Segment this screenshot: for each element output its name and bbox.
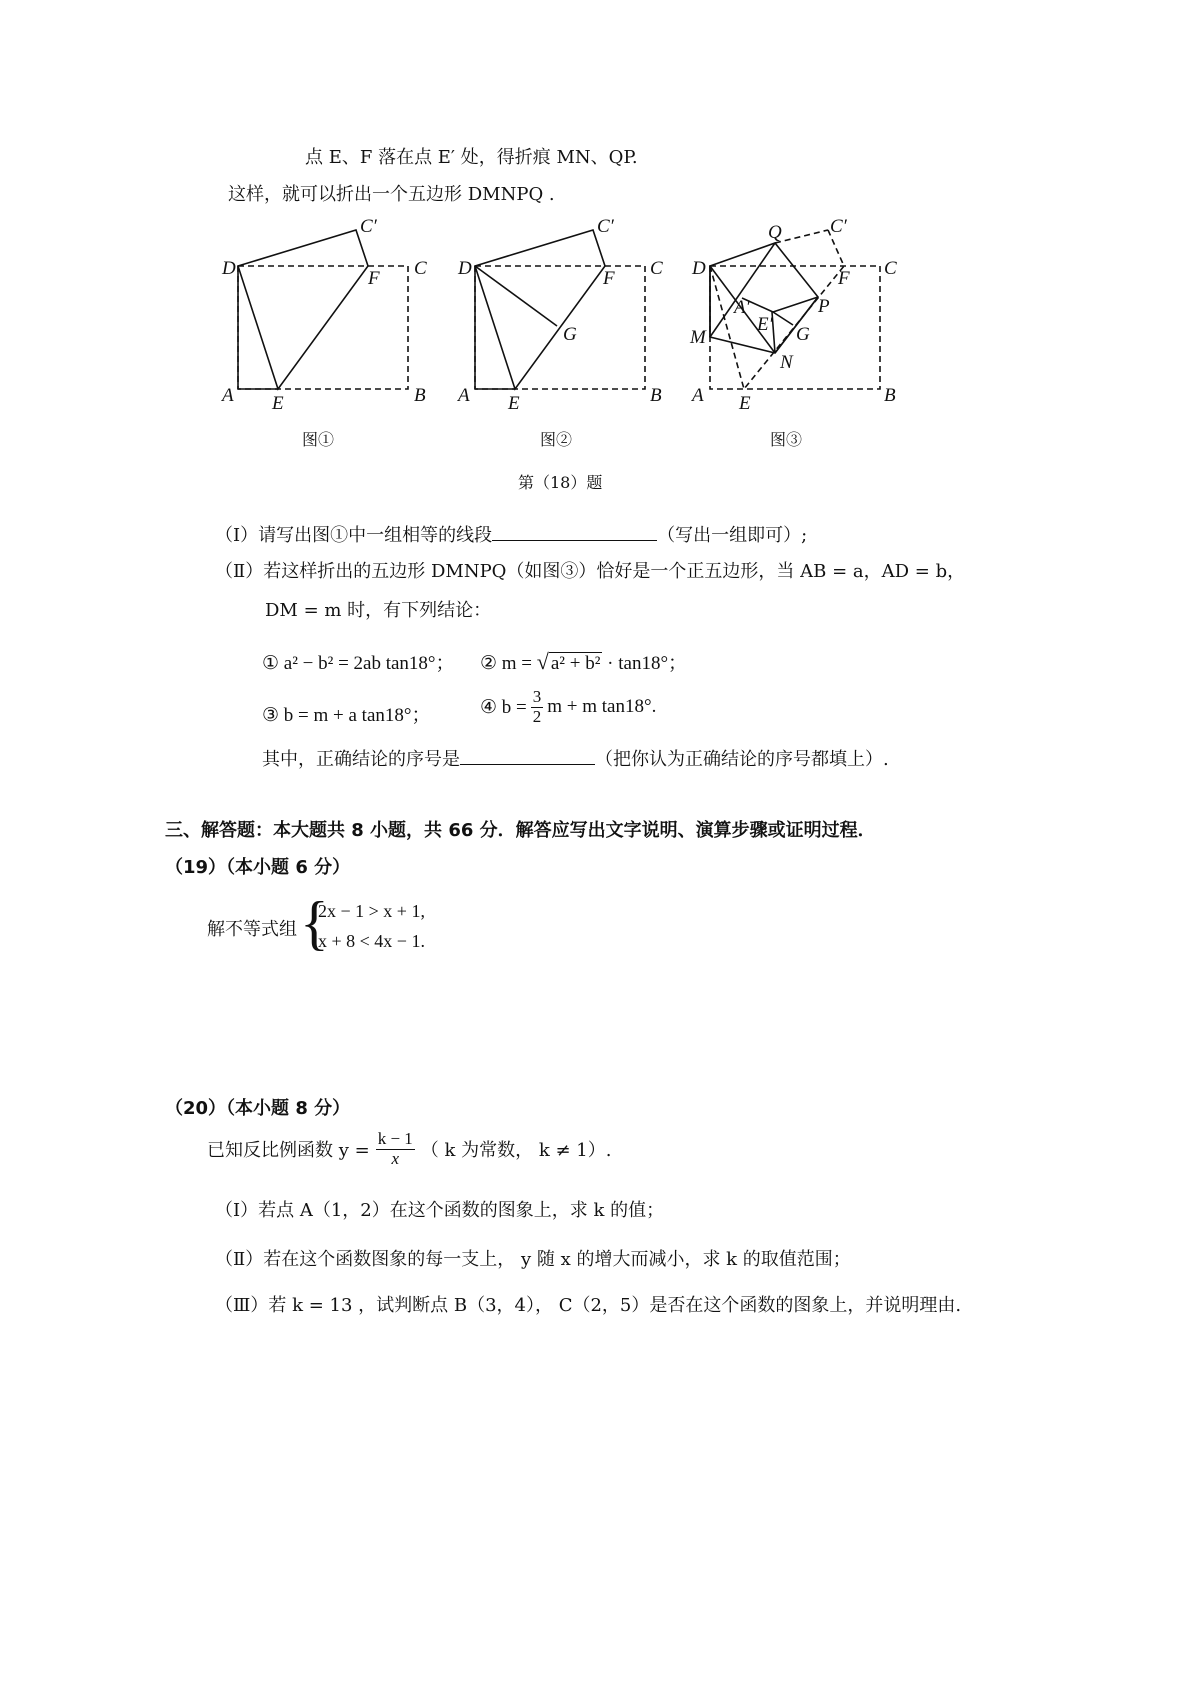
q18-answer xyxy=(262,745,889,771)
q19-inequality-1: 2x − 1 > x + 1, xyxy=(318,901,425,921)
figure-caption-1: 图① xyxy=(302,430,335,449)
sqrt-sign: √ xyxy=(536,649,549,674)
fraction-numerator: k − 1 xyxy=(377,1129,413,1148)
figure-caption-2: 图② xyxy=(540,430,573,449)
label-E: E xyxy=(508,393,520,414)
conclusion-2-radicand: a² + b² xyxy=(550,653,601,674)
fraction-denominator: 2 xyxy=(532,706,542,726)
figure-1-labels xyxy=(220,216,427,414)
conclusion-1: ① a² − b² = 2ab tan18°； xyxy=(262,653,455,674)
label-E: E xyxy=(739,393,751,414)
conclusion-4 xyxy=(480,688,656,726)
label-C: C xyxy=(414,258,427,279)
conclusion-4-suffix: m + m tan18°. xyxy=(547,696,657,718)
figure-panel xyxy=(0,0,1200,470)
label-G: G xyxy=(796,324,810,345)
fraction-numerator: 3 xyxy=(532,687,542,706)
label-C-prime: C′ xyxy=(360,216,377,237)
figure-2-labels xyxy=(456,216,663,414)
q20-stem xyxy=(207,1130,611,1168)
label-A: A xyxy=(458,385,470,406)
section-3-heading: 三、解答题：本大题共 8 小题，共 66 分．解答应写出文字说明、演算步骤或证明过程． xyxy=(165,820,876,841)
q20-part-1: （Ⅰ）若点 A（1，2）在这个函数的图象上，求 k 的值； xyxy=(215,1200,665,1221)
figure-1 xyxy=(238,230,408,389)
label-C: C xyxy=(650,258,663,279)
q19-prompt: 解不等式组 xyxy=(207,919,297,940)
label-P: P xyxy=(818,296,830,317)
figure-caption-3: 图③ xyxy=(770,430,803,449)
label-E-prime: E′ xyxy=(757,314,773,335)
q18-part-2-line-2: DM = m 时，有下列结论： xyxy=(265,600,492,621)
label-G: G xyxy=(563,324,577,345)
conclusion-2-prefix: ② m = xyxy=(480,653,533,674)
label-M: M xyxy=(690,327,706,348)
q18-part-1-suffix: （写出一组即可）; xyxy=(657,525,808,546)
conclusion-4-prefix: ④ b = xyxy=(480,696,527,718)
q20-stem-prefix: 已知反比例函数 y = xyxy=(207,1140,370,1162)
q20-stem-suffix: （ k 为常数， k ≠ 1）. xyxy=(420,1140,612,1162)
label-A-prime: A′ xyxy=(734,297,750,318)
q18-answer-prefix: 其中，正确结论的序号是 xyxy=(262,749,460,770)
intro-line-1: 点 E、F 落在点 E′ 处，得折痕 MN、QP. xyxy=(305,147,638,168)
conclusion-2-suffix: · tan18°； xyxy=(607,653,688,674)
conclusion-2 xyxy=(480,648,687,675)
q18-answer-suffix: （把你认为正确结论的序号都填上）. xyxy=(595,749,889,770)
q19-title: （19）（本小题 6 分） xyxy=(165,857,351,878)
label-F: F xyxy=(603,268,615,289)
label-C-prime: C′ xyxy=(597,216,614,237)
q20-title: （20）（本小题 8 分） xyxy=(165,1098,351,1119)
fraction-denominator: x xyxy=(391,1148,400,1168)
label-F: F xyxy=(838,268,850,289)
label-D: D xyxy=(458,258,472,279)
label-F: F xyxy=(368,268,380,289)
q18-part-1-prefix: （Ⅰ）请写出图①中一组相等的线段 xyxy=(215,525,493,546)
fraction-k-minus-1-over-x xyxy=(376,1130,415,1168)
answer-blank-2[interactable] xyxy=(460,746,595,765)
q18-part-2-line-1: （Ⅱ）若这样折出的五边形 DMNPQ（如图③）恰好是一个正五边形，当 AB = a，AD = b， xyxy=(215,561,966,582)
q19-inequality-2: x + 8 < 4x − 1. xyxy=(318,931,425,951)
label-Q: Q xyxy=(768,222,782,243)
label-C: C xyxy=(884,258,897,279)
label-B: B xyxy=(884,385,896,406)
label-E: E xyxy=(272,393,284,414)
figure-2 xyxy=(475,230,645,389)
label-B: B xyxy=(414,385,426,406)
label-A: A xyxy=(692,385,704,406)
q18-part-1 xyxy=(215,521,807,547)
q20-part-2: （Ⅱ）若在这个函数图象的每一支上， y 随 x 的增大而减小，求 k 的取值范围； xyxy=(215,1249,851,1270)
fraction-3-2 xyxy=(531,688,544,726)
label-D: D xyxy=(692,258,706,279)
intro-line-2: 这样，就可以折出一个五边形 DMNPQ . xyxy=(228,184,555,205)
problem-caption: 第（18）题 xyxy=(518,473,603,492)
label-B: B xyxy=(650,385,662,406)
label-A: A xyxy=(222,385,234,406)
system-brace: { xyxy=(300,890,329,956)
conclusion-3: ③ b = m + a tan18°； xyxy=(262,705,431,726)
label-C-prime: C′ xyxy=(830,216,847,237)
label-D: D xyxy=(222,258,236,279)
q20-part-3: （Ⅲ）若 k = 13 ，试判断点 B（3，4）， C（2，5）是否在这个函数的图象上，并说明理由. xyxy=(215,1295,962,1316)
label-N: N xyxy=(780,352,793,373)
figure-3-labels xyxy=(689,216,897,414)
answer-blank-1[interactable] xyxy=(492,522,657,541)
